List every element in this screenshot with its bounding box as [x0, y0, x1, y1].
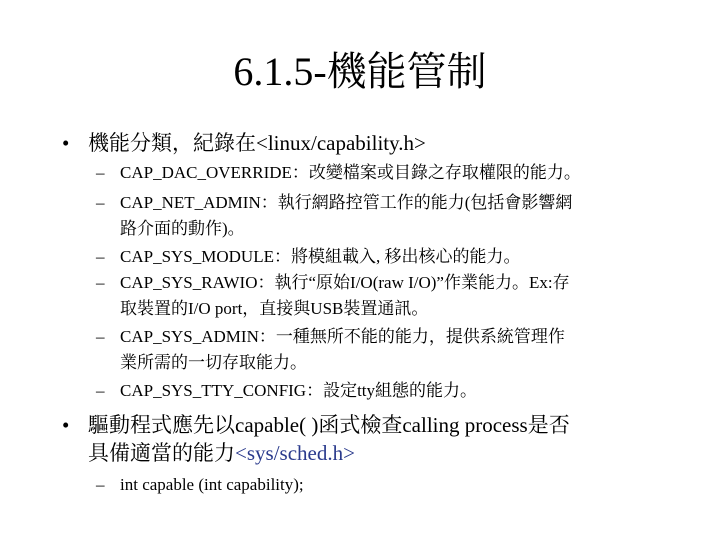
sub-item-text: CAP_SYS_RAWIO：執行“原始I/O(raw I/O)”作業能力。Ex:存 [120, 273, 570, 292]
bullet-marker: • [62, 413, 70, 437]
sub-item-text: CAP_NET_ADMIN：執行網路控管工作的能力(包括會影響網 [120, 193, 573, 212]
sub-item-text: CAP_SYS_TTY_CONFIG：設定tty組態的能力。 [120, 381, 478, 400]
sub-item-text: CAP_SYS_ADMIN：一種無所不能的能力，提供系統管理作 [120, 327, 565, 346]
bullet-marker: • [62, 131, 70, 155]
sub-item-text: CAP_SYS_MODULE：將模組載入, 移出核心的能力。 [120, 247, 521, 266]
sub-item-text: 取裝置的I/O port，直接與USB裝置通訊。 [120, 299, 429, 318]
dash-marker: – [96, 247, 105, 266]
bullet-text: 機能分類，紀錄在<linux/capability.h> [88, 131, 426, 155]
bullet-text: 驅動程式應先以capable( )函式檢查calling process是否 [88, 413, 570, 437]
dash-marker: – [96, 273, 105, 292]
bullet-text-continuation [88, 438, 355, 468]
slide-title: 6.1.5-機能管制 [233, 49, 487, 94]
dash-marker: – [96, 381, 105, 400]
bullet-text: 具備適當的能力 [88, 441, 235, 465]
dash-marker: – [96, 163, 105, 182]
dash-marker: – [96, 327, 105, 346]
dash-marker: – [96, 475, 105, 494]
dash-marker: – [96, 193, 105, 212]
sub-item-text: CAP_DAC_OVERRIDE：改變檔案或目錄之存取權限的能力。 [120, 163, 581, 182]
sub-item-text: 路介面的動作)。 [120, 219, 245, 238]
code-sample-text: int capable (int capability); [120, 475, 304, 494]
sub-item-text: 業所需的一切存取能力。 [120, 353, 307, 372]
header-path-text: <sys/sched.h> [235, 441, 355, 465]
